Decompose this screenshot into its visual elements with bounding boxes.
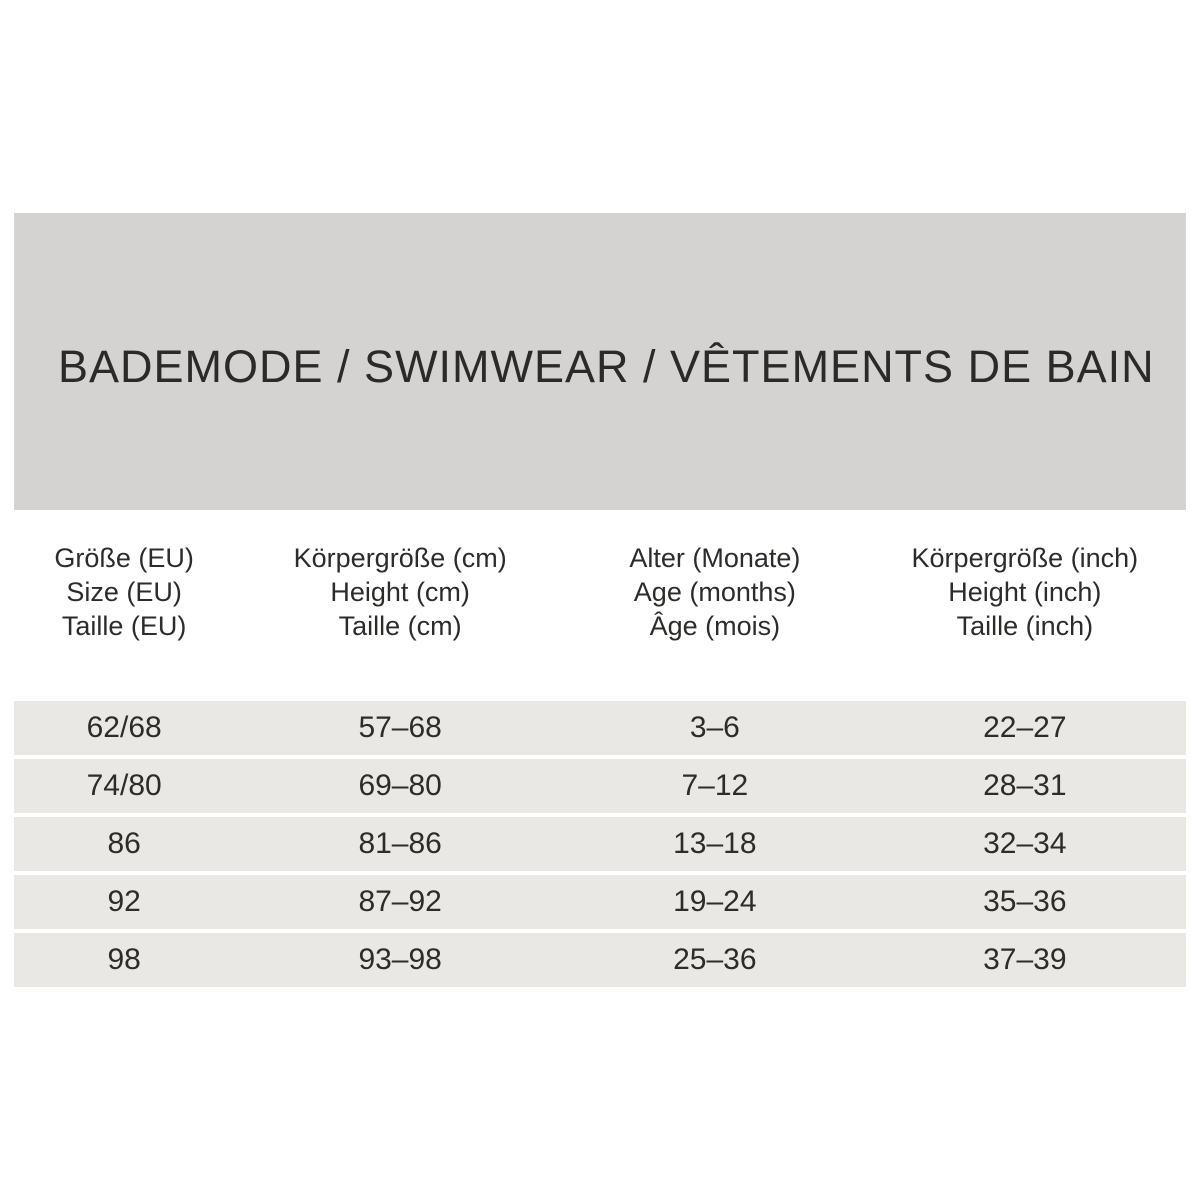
title-banner — [14, 213, 1186, 510]
table-row — [14, 701, 1186, 755]
column-header-height-cm — [234, 541, 566, 643]
header-line: Age (months) — [633, 577, 796, 607]
table-cell: 81–86 — [358, 827, 442, 860]
header-line: Körpergröße (cm) — [293, 543, 507, 573]
header-line: Taille (EU) — [61, 611, 187, 641]
header-line: Size (EU) — [66, 577, 182, 607]
table-cell: 25–36 — [673, 943, 757, 976]
table-cell: 32–34 — [983, 827, 1067, 860]
header-line: Height (cm) — [330, 577, 470, 607]
size-table-body — [14, 701, 1186, 991]
table-cell: 35–36 — [983, 885, 1067, 918]
header-line: Größe (EU) — [54, 543, 194, 573]
table-row — [14, 875, 1186, 929]
table-cell: 3–6 — [689, 711, 740, 744]
header-line: Âge (mois) — [649, 611, 781, 641]
table-cell: 86 — [107, 827, 141, 860]
header-line: Alter (Monate) — [629, 543, 801, 573]
table-header — [14, 541, 1186, 643]
table-cell: 74/80 — [86, 769, 162, 802]
table-row — [14, 759, 1186, 813]
table-cell: 62/68 — [86, 711, 162, 744]
table-cell: 19–24 — [673, 885, 757, 918]
table-cell: 28–31 — [983, 769, 1067, 802]
table-cell: 98 — [107, 943, 141, 976]
column-header-height-inch — [864, 541, 1186, 643]
table-cell: 87–92 — [358, 885, 442, 918]
page-title: BADEMODE / SWIMWEAR / VÊTEMENTS DE BAIN — [58, 340, 1155, 392]
table-cell: 22–27 — [983, 711, 1067, 744]
header-line: Taille (inch) — [956, 611, 1094, 641]
column-header-size-eu — [14, 541, 234, 643]
header-line: Taille (cm) — [338, 611, 462, 641]
table-cell: 13–18 — [673, 827, 757, 860]
table-cell: 69–80 — [358, 769, 442, 802]
table-row — [14, 933, 1186, 987]
table-cell: 37–39 — [983, 943, 1067, 976]
column-header-age-months — [566, 541, 864, 643]
header-line: Körpergröße (inch) — [911, 543, 1139, 573]
table-cell: 7–12 — [681, 769, 749, 802]
table-cell: 92 — [107, 885, 141, 918]
table-cell: 57–68 — [358, 711, 442, 744]
header-line: Height (inch) — [948, 577, 1102, 607]
table-cell: 93–98 — [358, 943, 442, 976]
table-row — [14, 817, 1186, 871]
